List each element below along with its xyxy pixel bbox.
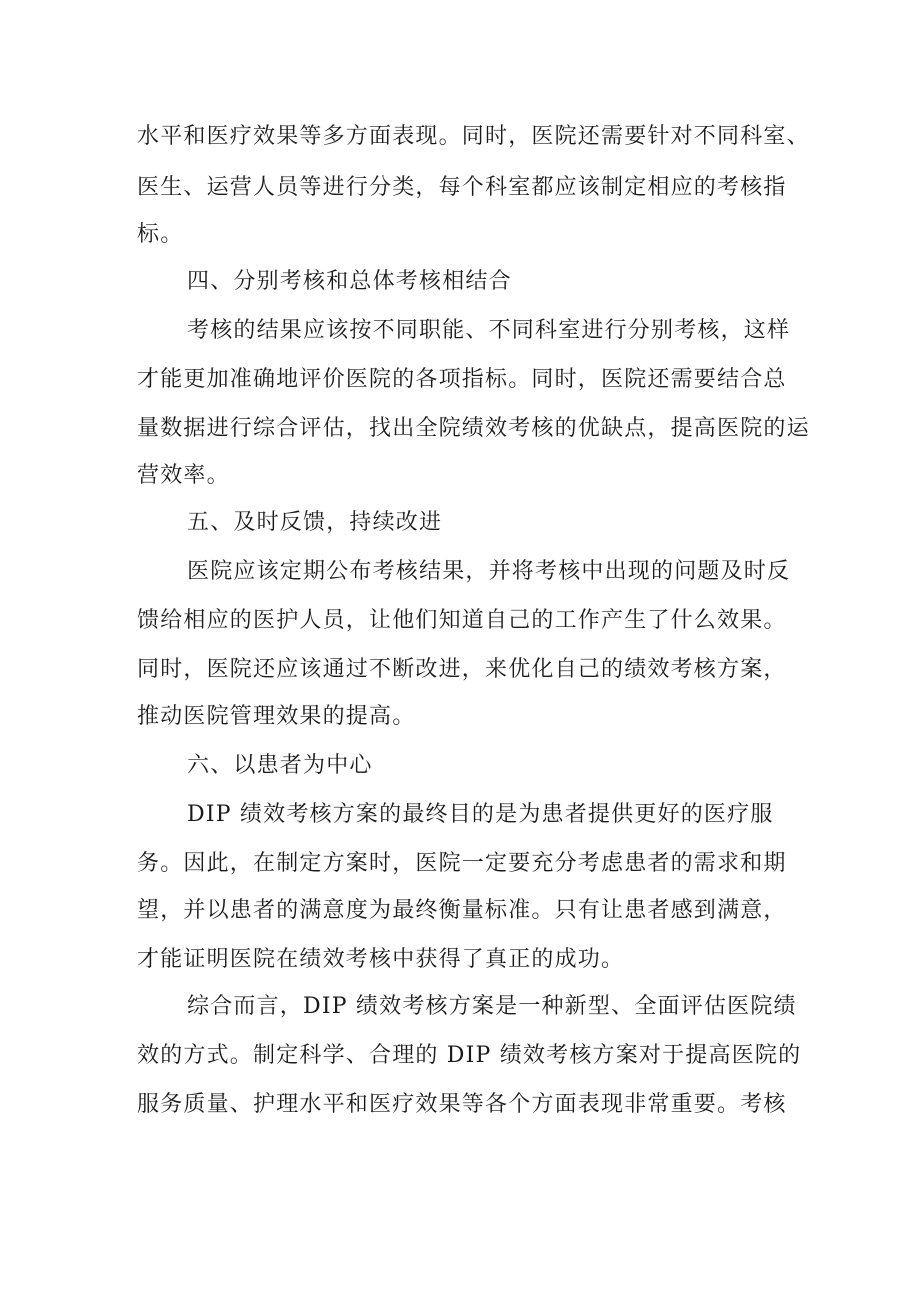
text-line: 医生、运营人员等进行分类，每个科室都应该制定相应的考核指 — [137, 175, 787, 200]
section-heading: 五、及时反馈，持续改进 — [187, 510, 443, 535]
text-line: 推动医院管理效果的提高。 — [137, 704, 416, 729]
text-line: 服务质量、护理水平和医疗效果等各个方面表现非常重要。考核 — [137, 1092, 787, 1117]
text-line: 营效率。 — [137, 463, 230, 488]
text-line: 同时，医院还应该通过不断改进，来优化自己的绩效考核方案， — [137, 657, 787, 682]
text-line: 才能更加准确地评价医院的各项指标。同时，医院还需要结合总 — [137, 367, 787, 392]
text-line: 量数据进行综合评估，找出全院绩效考核的优缺点，提高医院的运 — [137, 416, 810, 441]
text-line: 务。因此，在制定方案时，医院一定要充分考虑患者的需求和期 — [137, 851, 787, 876]
text-line: 才能证明医院在绩效考核中获得了真正的成功。 — [137, 947, 625, 972]
text-line: 水平和医疗效果等多方面表现。同时，医院还需要针对不同科室、 — [137, 124, 810, 149]
text-line: 考核的结果应该按不同职能、不同科室进行分别考核，这样 — [187, 318, 791, 343]
text-line: DIP 绩效考核方案的最终目的是为患者提供更好的医疗服 — [187, 802, 774, 827]
text-line: 望，并以患者的满意度为最终衡量标准。只有让患者感到满意， — [137, 898, 787, 923]
section-heading: 四、分别考核和总体考核相结合 — [187, 269, 512, 294]
text-line: 医院应该定期公布考核结果，并将考核中出现的问题及时反 — [187, 559, 791, 584]
text-line: 效的方式。制定科学、合理的 DIP 绩效考核方案对于提高医院的 — [137, 1043, 802, 1068]
text-line: 馈给相应的医护人员，让他们知道自己的工作产生了什么效果。 — [137, 608, 787, 633]
text-line: 标。 — [137, 222, 184, 247]
text-line: 综合而言，DIP 绩效考核方案是一种新型、全面评估医院绩 — [187, 994, 797, 1019]
section-heading: 六、以患者为中心 — [187, 753, 373, 778]
